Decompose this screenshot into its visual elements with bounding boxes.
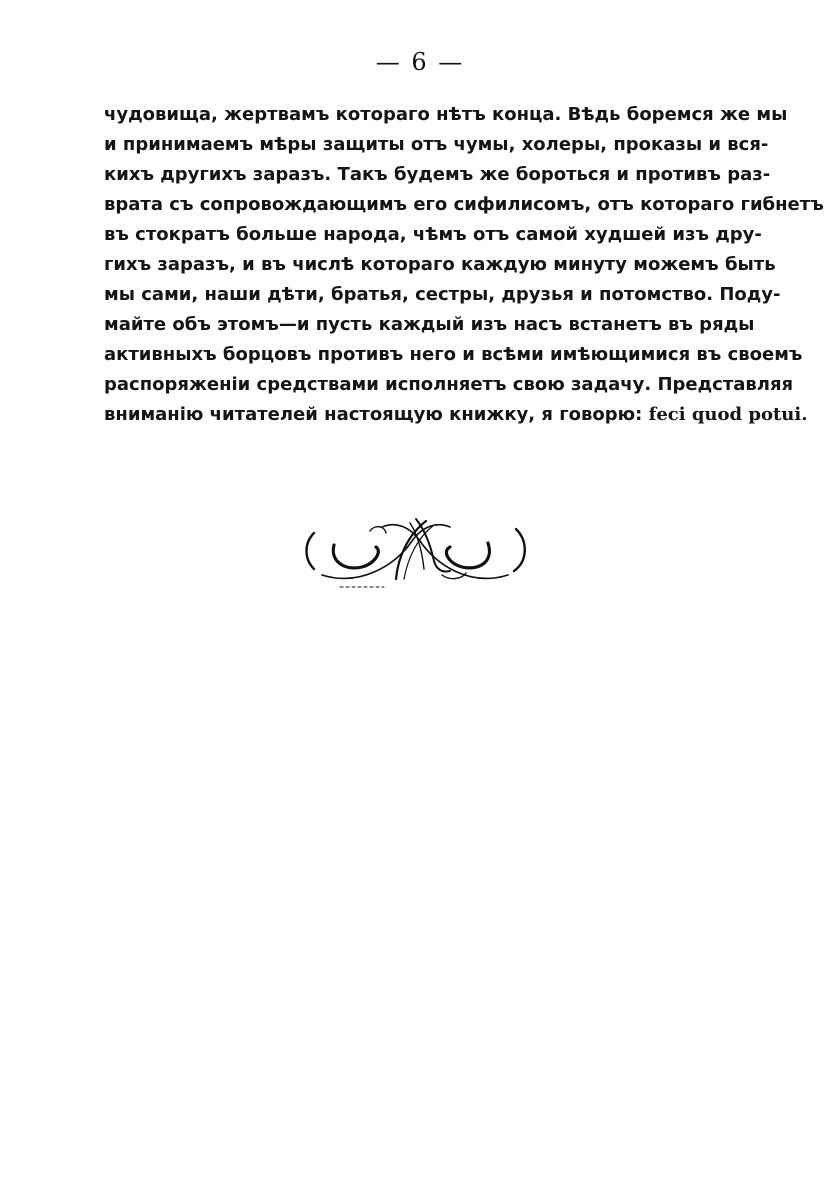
text-line: мы сами, наши дѣти, братья, сестры, друзья и потомство. Поду- bbox=[104, 284, 781, 305]
text-line: гихъ заразъ, и въ числѣ котораго каждую минуту можемъ быть bbox=[104, 254, 776, 275]
text-line: въ стократъ больше народа, чѣмъ отъ самой худшей изъ дру- bbox=[104, 224, 762, 245]
body-paragraph bbox=[104, 100, 824, 430]
text-line-final bbox=[104, 400, 808, 430]
final-line-prefix: вниманію читателей настоящую книжку, я говорю: bbox=[104, 404, 649, 425]
text-line: распоряженіи средствами исполняетъ свою задачу. Представляя bbox=[104, 374, 794, 395]
text-line: майте объ этомъ—и пусть каждый изъ насъ встанетъ въ ряды bbox=[104, 314, 755, 335]
text-line: активныхъ борцовъ противъ него и всѣми имѣющимися въ своемъ bbox=[104, 344, 803, 365]
page-number: — 6 — bbox=[375, 48, 465, 76]
text-line: чудовища, жертвамъ котораго нѣтъ конца. Вѣдь боремся же мы bbox=[104, 104, 788, 125]
text-line: кихъ другихъ заразъ. Такъ будемъ же бороться и противъ раз- bbox=[104, 164, 771, 185]
flourish-ornament-icon bbox=[300, 505, 530, 595]
text-line: врата съ сопровождающимъ его сифилисомъ, отъ котораго гибнетъ bbox=[104, 194, 824, 215]
latin-quote: feci quod potui. bbox=[648, 404, 808, 425]
text-line: и принимаемъ мѣры защиты отъ чумы, холеры, проказы и вся- bbox=[104, 134, 769, 155]
